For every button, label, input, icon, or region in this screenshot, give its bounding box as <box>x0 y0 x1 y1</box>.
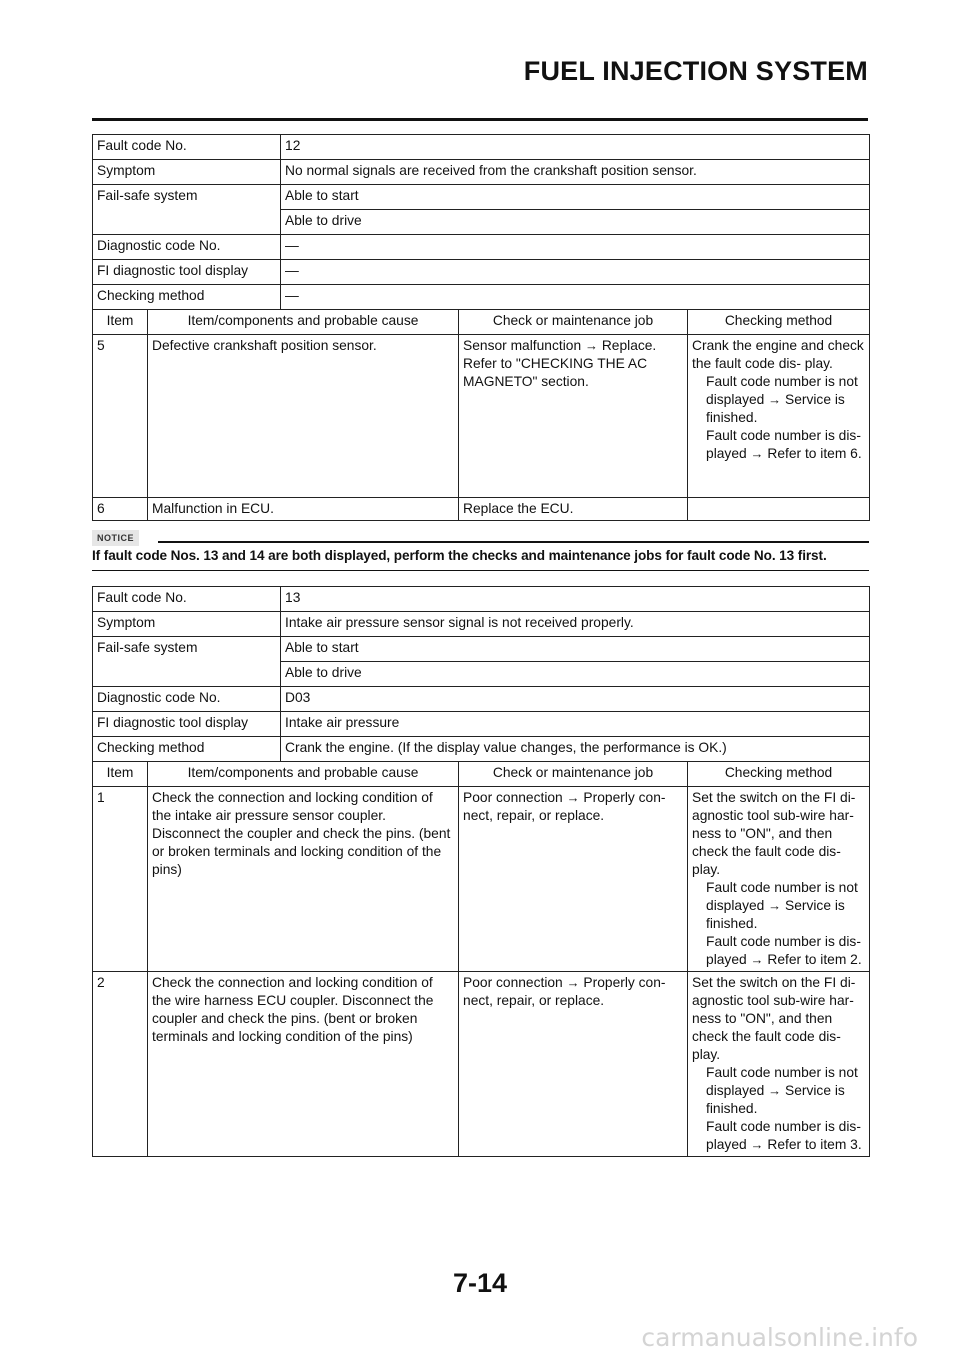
table-row <box>93 972 870 1157</box>
notice-rule <box>92 570 869 571</box>
diag-code-label: Diagnostic code No. <box>93 235 281 260</box>
result-text: Refer to item 2. <box>767 952 862 967</box>
result-text: Fault code number is dis- played <box>706 934 861 967</box>
job-text: Properly con- nect, repair, or replace. <box>463 975 666 1008</box>
table-row <box>93 285 870 310</box>
fi-display-value: Intake air pressure <box>281 712 870 737</box>
checking-method-value: — <box>281 285 870 310</box>
table-row <box>93 687 870 712</box>
table-row <box>93 185 870 210</box>
fault-table-12 <box>92 134 870 521</box>
job-text: Poor connection <box>463 790 563 805</box>
arrow-right-icon: → <box>768 1083 782 1098</box>
fi-display-value: — <box>281 260 870 285</box>
item-method <box>688 335 870 498</box>
method-text: Crank the engine and check the fault code dis- play. <box>692 338 864 371</box>
result-text: Service is finished. <box>706 898 845 931</box>
item-job <box>459 972 688 1157</box>
fail-safe-value: Able to drive <box>281 210 870 235</box>
fail-safe-value: Able to drive <box>281 662 870 687</box>
result-text: Refer to item 3. <box>767 1137 862 1152</box>
table-row <box>93 612 870 637</box>
table-row <box>93 235 870 260</box>
table-row <box>93 737 870 762</box>
col-cause: Item/components and probable cause <box>148 762 459 787</box>
symptom-label: Symptom <box>93 612 281 637</box>
col-job: Check or maintenance job <box>459 310 688 335</box>
table-row <box>93 787 870 972</box>
item-job <box>459 335 688 498</box>
method-result <box>692 879 865 933</box>
result-text: Fault code number is not displayed <box>706 374 858 407</box>
item-cause: Malfunction in ECU. <box>148 498 459 521</box>
fault-table-13 <box>92 586 870 1157</box>
notice-badge: NOTICE <box>92 530 139 546</box>
col-method: Checking method <box>688 310 870 335</box>
method-result <box>692 1064 865 1118</box>
notice-rule <box>158 541 869 543</box>
result-text: Fault code number is not displayed <box>706 880 858 913</box>
arrow-right-icon: → <box>750 446 764 461</box>
column-header-row <box>93 762 870 787</box>
col-job: Check or maintenance job <box>459 762 688 787</box>
arrow-right-icon: → <box>566 975 580 990</box>
notice-text: If fault code Nos. 13 and 14 are both displayed, perform the checks and maintenance jobs for fault code No. 13 first. <box>92 548 827 563</box>
table-row <box>93 335 870 498</box>
arrow-right-icon: → <box>750 952 764 967</box>
fault-code-label: Fault code No. <box>93 587 281 612</box>
diag-code-value: — <box>281 235 870 260</box>
col-item: Item <box>93 310 148 335</box>
table-row <box>93 712 870 737</box>
watermark: carmanualsonline.info <box>641 1323 918 1352</box>
symptom-label: Symptom <box>93 160 281 185</box>
result-text: Service is finished. <box>706 392 845 425</box>
item-job <box>459 787 688 972</box>
fault-code-value: 12 <box>281 135 870 160</box>
fail-safe-value: Able to start <box>281 185 870 210</box>
job-text: Properly con- nect, repair, or replace. <box>463 790 666 823</box>
checking-method-label: Checking method <box>93 285 281 310</box>
fi-display-label: FI diagnostic tool display <box>93 260 281 285</box>
job-text: Poor connection <box>463 975 563 990</box>
page-title: FUEL INJECTION SYSTEM <box>523 56 868 86</box>
arrow-right-icon: → <box>566 790 580 805</box>
item-method <box>688 498 870 521</box>
table-row <box>93 160 870 185</box>
arrow-right-icon: → <box>750 1137 764 1152</box>
table-row <box>93 135 870 160</box>
checking-method-label: Checking method <box>93 737 281 762</box>
symptom-value: No normal signals are received from the crankshaft position sensor. <box>281 160 870 185</box>
result-text: Fault code number is dis- played <box>706 428 861 461</box>
checking-method-value: Crank the engine. (If the display value changes, the performance is OK.) <box>281 737 870 762</box>
item-number: 1 <box>93 787 148 972</box>
method-result <box>692 373 865 427</box>
diag-code-value: D03 <box>281 687 870 712</box>
item-number: 2 <box>93 972 148 1157</box>
column-header-row <box>93 310 870 335</box>
fault-code-label: Fault code No. <box>93 135 281 160</box>
result-text: Fault code number is not displayed <box>706 1065 858 1098</box>
table-row <box>93 637 870 662</box>
fail-safe-value: Able to start <box>281 637 870 662</box>
method-text: Set the switch on the FI di- agnostic tool sub-wire har- ness to "ON", and then check the fault code dis- play. <box>692 975 856 1062</box>
arrow-right-icon: → <box>768 392 782 407</box>
item-cause: Check the connection and locking condition of the intake air pressure sensor coupler. Disconnect the coupler and check the pins. (bent or broken terminals and locking condition of the pins) <box>148 787 459 972</box>
table-row <box>93 498 870 521</box>
method-result <box>692 933 865 969</box>
job-text: Sensor malfunction <box>463 338 582 353</box>
diag-code-label: Diagnostic code No. <box>93 687 281 712</box>
fail-safe-label: Fail-safe system <box>93 185 281 235</box>
method-result <box>692 1118 865 1154</box>
item-cause: Defective crankshaft position sensor. <box>148 335 459 498</box>
fault-code-value: 13 <box>281 587 870 612</box>
item-job: Replace the ECU. <box>459 498 688 521</box>
arrow-right-icon: → <box>768 898 782 913</box>
page-number: 7-14 <box>452 1268 508 1298</box>
col-cause: Item/components and probable cause <box>148 310 459 335</box>
job-text: Replace. Refer to "CHECKING THE AC MAGNETO" section. <box>463 338 657 389</box>
table-row <box>93 587 870 612</box>
result-text: Refer to item 6. <box>767 446 862 461</box>
result-text: Fault code number is dis- played <box>706 1119 861 1152</box>
item-method <box>688 787 870 972</box>
item-method <box>688 972 870 1157</box>
item-number: 6 <box>93 498 148 521</box>
method-text: Set the switch on the FI di- agnostic tool sub-wire har- ness to "ON", and then check the fault code dis- play. <box>692 790 856 877</box>
symptom-value: Intake air pressure sensor signal is not received properly. <box>281 612 870 637</box>
fail-safe-label: Fail-safe system <box>93 637 281 687</box>
col-method: Checking method <box>688 762 870 787</box>
table-row <box>93 260 870 285</box>
header-rule <box>92 118 868 121</box>
method-result <box>692 427 865 463</box>
col-item: Item <box>93 762 148 787</box>
fi-display-label: FI diagnostic tool display <box>93 712 281 737</box>
arrow-right-icon: → <box>584 338 598 353</box>
item-number: 5 <box>93 335 148 498</box>
result-text: Service is finished. <box>706 1083 845 1116</box>
item-cause: Check the connection and locking condition of the wire harness ECU coupler. Disconnect the coupler and check the pins. (bent or broken terminals and locking condition of the pins) <box>148 972 459 1157</box>
